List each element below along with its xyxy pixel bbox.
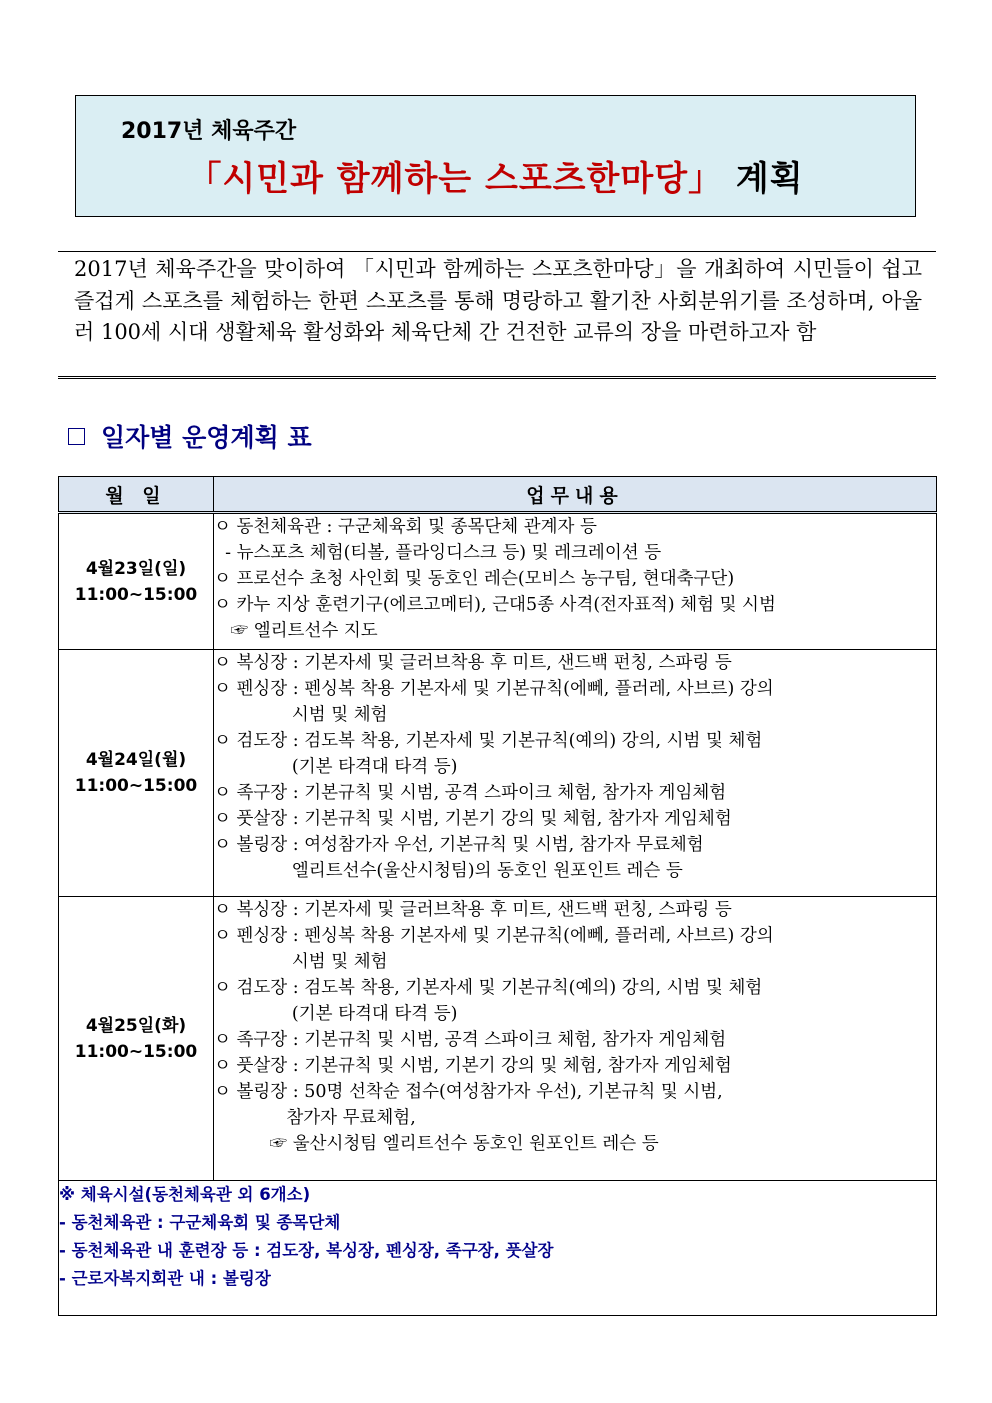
notes-row [59, 1181, 937, 1316]
document-title [76, 151, 915, 200]
content-line: ㅇ 복싱장 : 기본자세 및 글러브착용 후 미트, 샌드백 펀칭, 스파링 등 [214, 653, 732, 673]
content-line: ㅇ 풋살장 : 기본규칙 및 시범, 기본기 강의 및 체험, 참가자 게임체험 [214, 1056, 732, 1076]
content-cell [214, 513, 937, 650]
title-suffix: 계획 [723, 159, 804, 199]
content-cell [214, 897, 937, 1181]
title-box [75, 95, 916, 217]
date-cell [59, 650, 214, 897]
event-name: 시민과 함께하는 스포츠한마당 [222, 159, 689, 199]
schedule-table [58, 476, 937, 1316]
content-line: ㅇ 검도장 : 검도복 착용, 기본자세 및 기본규칙(예의) 강의, 시범 및 체험 [214, 731, 763, 751]
date-text: 4월23일(일) [85, 558, 187, 579]
content-line: ㅇ 펜싱장 : 펜싱복 착용 기본자세 및 기본규칙(에뻬, 플러레, 사브르) 강의 [214, 926, 774, 946]
time-text: 11:00~15:00 [74, 776, 198, 796]
content-line: - 뉴스포츠 체험(티볼, 플라잉디스크 등) 및 레크레이션 등 [214, 543, 662, 563]
notes-item: - 근로자복지회관 내 : 볼링장 [59, 1269, 271, 1288]
table-header-row [59, 477, 937, 513]
header-date: 월 일 [59, 477, 214, 513]
content-line: 참가자 무료체험, [214, 1108, 416, 1128]
content-line: 시범 및 체험 [214, 705, 388, 725]
checkbox-square-icon [68, 428, 85, 445]
title-close-bracket: 」 [688, 159, 724, 199]
intro-text: 2017년 체육주간을 맞이하여 「시민과 함께하는 스포츠한마당」을 개최하여 시민들이 쉽고 즐겁게 스포츠를 체험하는 한편 스포츠를 통해 명랑하고 활기찬 사회분위기를 조성하며, 아울러 100세 시대 생활체육 활성화와 체육단체 간 건전한 교류의 장을 마련하고자 함 [74, 257, 922, 344]
content-line: (기본 타격대 타격 등) [214, 1004, 458, 1024]
content-line: (기본 타격대 타격 등) [214, 757, 458, 777]
header-content: 업무내용 [214, 477, 937, 513]
content-line: ㅇ 카누 지상 훈련기구(에르고메터), 근대5종 사격(전자표적) 체험 및 시범 [214, 595, 776, 615]
time-text: 11:00~15:00 [74, 1041, 198, 1062]
content-line: ☞ 엘리트선수 지도 [214, 621, 378, 641]
table-row [59, 513, 937, 650]
content-line: ㅇ 프로선수 초청 사인회 및 동호인 레슨(모비스 농구팀, 현대축구단) [214, 569, 735, 589]
intro-box [58, 251, 936, 379]
content-line: ㅇ 족구장 : 기본규칙 및 시범, 공격 스파이크 체험, 참가자 게임체험 [214, 783, 727, 803]
content-line: ㅇ 볼링장 : 여성참가자 우선, 기본규칙 및 시범, 참가자 무료체험 [214, 835, 704, 855]
time-text: 11:00~15:00 [74, 584, 198, 605]
date-text: 4월25일(화) [85, 1015, 187, 1036]
section-heading [68, 418, 312, 454]
section-title: 일자별 운영계획 표 [101, 423, 312, 452]
content-line: ㅇ 풋살장 : 기본규칙 및 시범, 기본기 강의 및 체험, 참가자 게임체험 [214, 809, 732, 829]
content-line: 엘리트선수(울산시청팀)의 동호인 원포인트 레슨 등 [214, 861, 683, 881]
content-cell [214, 650, 937, 897]
content-line: ㅇ 동천체육관 : 구군체육회 및 종목단체 관계자 등 [214, 517, 597, 537]
date-cell [59, 513, 214, 650]
date-cell [59, 897, 214, 1181]
content-line: ☞ 울산시청팀 엘리트선수 동호인 원포인트 레슨 등 [214, 1134, 659, 1154]
notes-cell [59, 1181, 937, 1316]
content-line: ㅇ 펜싱장 : 펜싱복 착용 기본자세 및 기본규칙(에뻬, 플러레, 사브르) 강의 [214, 679, 774, 699]
title-open-bracket: 「 [187, 159, 223, 199]
content-line: ㅇ 검도장 : 검도복 착용, 기본자세 및 기본규칙(예의) 강의, 시범 및 체험 [214, 978, 763, 998]
notes-item: - 동천체육관 : 구군체육회 및 종목단체 [59, 1213, 341, 1232]
content-line: 시범 및 체험 [214, 952, 388, 972]
notes-item: - 동천체육관 내 훈련장 등 : 검도장, 복싱장, 펜싱장, 족구장, 풋살장 [59, 1241, 554, 1260]
title-year: 2017년 체육주간 [121, 119, 297, 144]
content-line: ㅇ 복싱장 : 기본자세 및 글러브착용 후 미트, 샌드백 펀칭, 스파링 등 [214, 900, 732, 920]
date-text: 4월24일(월) [85, 750, 187, 770]
content-line: ㅇ 족구장 : 기본규칙 및 시범, 공격 스파이크 체험, 참가자 게임체험 [214, 1030, 727, 1050]
table-row [59, 897, 937, 1181]
content-line: ㅇ 볼링장 : 50명 선착순 접수(여성참가자 우선), 기본규칙 및 시범, [214, 1082, 723, 1102]
notes-heading: ※ 체육시설(동천체육관 외 6개소) [59, 1185, 311, 1204]
table-row [59, 650, 937, 897]
